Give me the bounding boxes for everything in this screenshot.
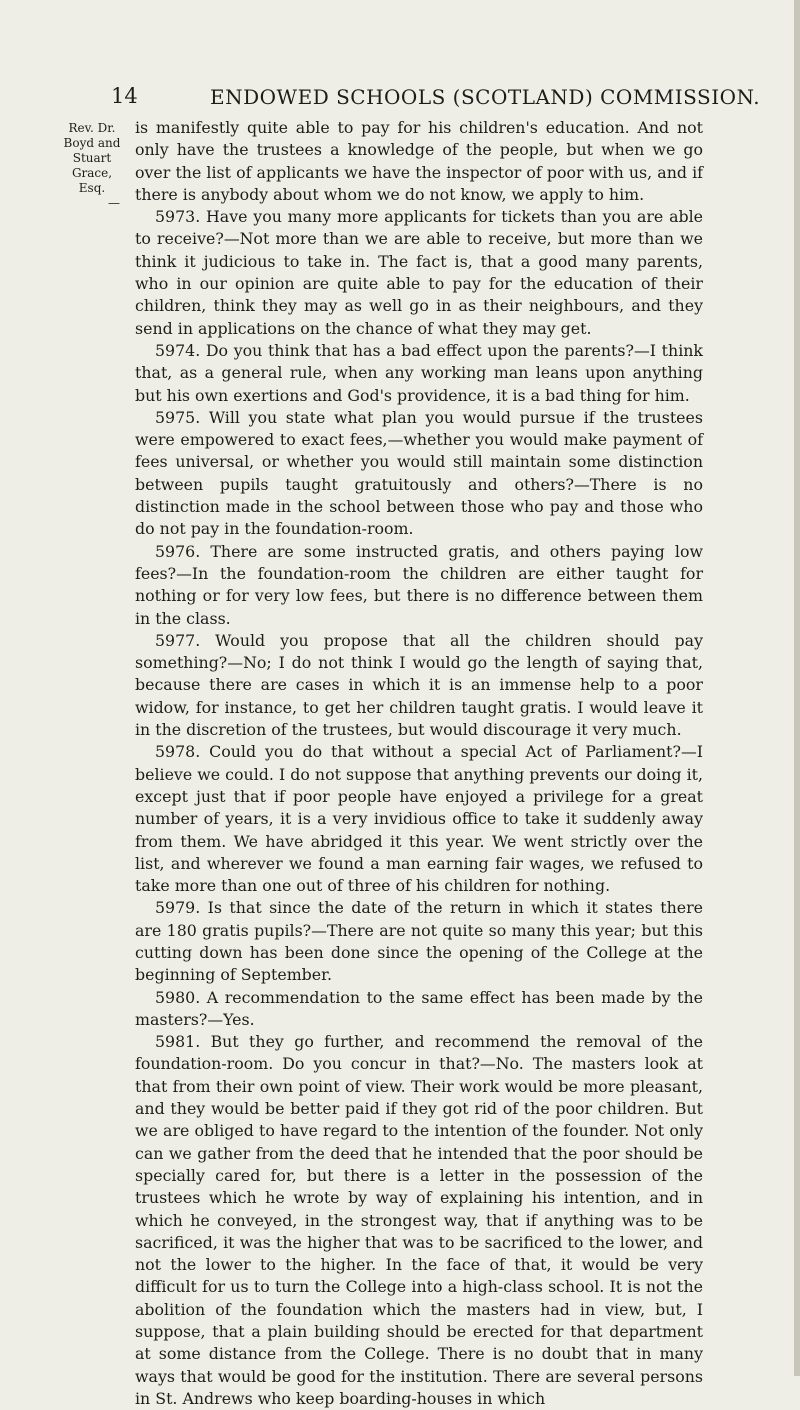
question-answer-5981: 5981. But they go further, and recommend the removal of the foundation-room. Do you concur in that?—No. The masters look at that from their own point of view. Their work would be more pleasant, and they would be better paid if they got rid of the poor children. But we are obliged to have regard to the intention of the founder. Not only can we gather from the deed that he intended that the poor should be specially cared for, but there is a letter in the possession of the trustees which he wrote by way of explaining his intention, and in which he conveyed, in the strongest way, that if anything was to be sacrificed, it was the higher that was to be sacrificed to the lower, and not the lower to the higher. In the face of that, it would be very difficult for us to turn the College into a high-class school. It is not the abolition of the foundation which the masters had in view, but, I suppose, that a plain building should be erected for that department at some distance from the College. There is no doubt that in many ways that would be good for the institution. There are several persons in St. Andrews who keep boarding-houses in which [135, 1032, 703, 1408]
paragraph-continuation: is manifestly quite able to pay for his children's education. And not only have the trustees a knowledge of the people, but when we go over the list of applicants we have the inspector of poor with us, and if there is anybody about whom we do not know, we apply to him. [135, 118, 703, 204]
page-header [0, 84, 800, 114]
question-answer-5973: 5973. Have you many more applicants for tickets than you are able to receive?—Not more than we are able to receive, but more than we think it judicious to take in. The fact is, that a good many parents, who in our opinion are quite able to pay for the education of their children, think they may as well go in as their neighbours, and they send in applications on the chance of what they may get. [135, 207, 703, 338]
margin-note-dash: — [108, 196, 120, 210]
margin-note-line: Grace, Esq. [71, 166, 113, 195]
margin-note-line: Stuart [72, 151, 112, 165]
question-answer-5979: 5979. Is that since the date of the return in which it states there are 180 gratis pupils?—There are not quite so many this year; but this cutting down has been done since the opening of the College at the beginning of September. [135, 898, 703, 985]
question-answer-5974: 5974. Do you think that has a bad effect upon the parents?—I think that, as a general rule, when any working man leans upon anything but his own exertions and God's providence, it is a bad thing for him. [135, 340, 703, 405]
question-answer-5975: 5975. Will you state what plan you would pursue if the trustees were empowered to exact fees,—whether you would make payment of fees universal, or whether you would still maintain some distinction between pupils taught gratuitously and others?—There is no distinction made in the school between those who pay and those who do not pay in the foundation-room. [135, 407, 703, 539]
margin-note-line: Rev. Dr. [68, 121, 116, 135]
margin-note-line: Boyd and [63, 136, 121, 150]
question-answer-5980: 5980. A recommendation to the same effect has been made by the masters?—Yes. [135, 987, 703, 1029]
question-answer-5976: 5976. There are some instructed gratis, and others paying low fees?—In the foundation-room the children are either taught for nothing or for very low fees, but there is no difference between them in the class. [135, 541, 703, 628]
question-answer-5978: 5978. Could you do that without a special Act of Parliament?—I believe we could. I do not suppose that anything prevents our doing it, except just that if poor people have enjoyed a privilege for a great number of years, it is a very invidious office to take it suddenly away from them. We have abridged it this year. We went strictly over the list, and wherever we found a man earning fair wages, we refused to take more than one out of three of his children for nothing. [135, 742, 703, 896]
testimony-text [135, 117, 703, 1410]
running-title: ENDOWED SCHOOLS (SCOTLAND) COMMISSION. [210, 85, 761, 109]
page-number: 14 [111, 84, 138, 108]
witness-margin-note [58, 121, 126, 211]
page-edge-shadow [794, 0, 800, 1376]
question-answer-5977: 5977. Would you propose that all the children should pay something?—No; I do not think I would go the length of saying that, because there are cases in which it is an immense help to a poor widow, for instance, to get her children taught gratis. I would leave it in the discretion of the trustees, but would discourage it very much. [135, 630, 703, 740]
